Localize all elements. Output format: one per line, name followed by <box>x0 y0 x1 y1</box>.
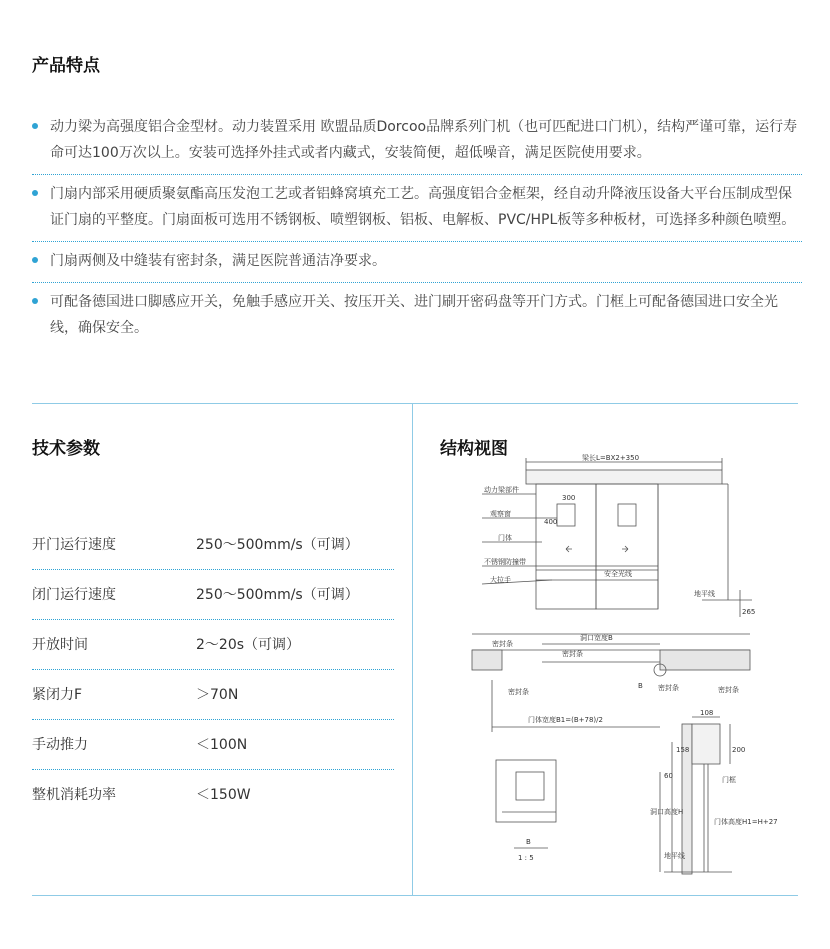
bullet-dot <box>32 298 38 304</box>
dim-60: 60 <box>664 772 673 780</box>
structure-drawing <box>432 452 802 882</box>
seal-strip-label: 密封条 <box>718 686 739 694</box>
param-value: ＞70N <box>196 687 239 703</box>
param-value: 2～20s（可调） <box>196 637 301 653</box>
param-value: ＜100N <box>196 737 248 753</box>
feature-item <box>32 108 802 175</box>
floor-line-label: 地平线 <box>664 852 685 860</box>
opening-width-label: 洞口宽度B <box>580 634 613 642</box>
section-divider-vertical <box>412 404 413 896</box>
detail-scale-label: 1 : 5 <box>518 854 534 862</box>
door-head-label: 门框 <box>722 776 736 784</box>
handle-label: 大拉手 <box>490 576 511 584</box>
seal-strip-label: 密封条 <box>658 684 679 692</box>
feature-item <box>32 242 802 283</box>
door-body-label: 门体 <box>498 534 512 542</box>
seal-strip-label: 密封条 <box>508 688 529 696</box>
window-label: 观察窗 <box>490 510 511 518</box>
param-row <box>32 670 394 720</box>
section-divider-top <box>32 403 798 404</box>
bullet-dot <box>32 190 38 196</box>
feature-text: 门扇内部采用硬质聚氨酯高压发泡工艺或者铝蜂窝填充工艺。高强度铝合金框架，经自动升降液压设备大平台压制成型保证门扇的平整度。门扇面板可选用不锈钢板、喷塑钢板、铝板、电解板、PVC/HPL板等多种板材，可选择多种颜色喷塑。 <box>50 186 796 228</box>
structure-diagram <box>432 452 802 882</box>
param-row <box>32 570 394 620</box>
param-row <box>32 620 394 670</box>
opening-height-label: 洞口高度H <box>650 808 684 816</box>
section-divider-bottom <box>32 895 798 896</box>
ss-guard-label: 不锈钢防撞带 <box>484 558 526 566</box>
param-row <box>32 770 394 819</box>
dim-200: 200 <box>732 746 746 754</box>
dim-158: 158 <box>676 746 690 754</box>
bullet-dot <box>32 123 38 129</box>
param-name: 开门运行速度 <box>32 537 116 553</box>
seal-strip-label: 密封条 <box>492 640 513 648</box>
param-name: 开放时间 <box>32 637 88 653</box>
bullet-dot <box>32 257 38 263</box>
dim-300: 300 <box>562 494 576 502</box>
param-name: 闭门运行速度 <box>32 587 116 603</box>
param-value: ＜150W <box>196 787 251 803</box>
feature-text: 可配备德国进口脚感应开关，免触手感应开关、按压开关、进门刷开密码盘等开门方式。门框上可配备德国进口安全光线，确保安全。 <box>50 294 778 336</box>
dim-265: 265 <box>742 608 756 616</box>
param-name: 紧闭力F <box>32 687 83 703</box>
feature-item <box>32 175 802 242</box>
features-title: 产品特点 <box>32 56 100 76</box>
dim-108: 108 <box>700 709 714 717</box>
param-name: 手动推力 <box>32 737 88 753</box>
seal-strip-label: 密封条 <box>562 650 583 658</box>
param-value: 250～500mm/s（可调） <box>196 587 359 603</box>
detail-b-label: B <box>526 838 531 846</box>
param-value: 250～500mm/s（可调） <box>196 537 359 553</box>
params-table <box>32 520 394 819</box>
features-list <box>32 108 802 349</box>
safety-beam-label: 安全光线 <box>604 570 632 578</box>
floor-line-label: 地平线 <box>694 590 715 598</box>
params-title: 技术参数 <box>32 439 100 459</box>
power-beam-label: 动力梁部件 <box>484 486 519 494</box>
door-width-label: 门体宽度B1=(B+78)/2 <box>528 716 603 724</box>
dim-400: 400 <box>544 518 558 526</box>
beam-length-label: 梁长L=BX2+350 <box>582 454 640 462</box>
param-row <box>32 720 394 770</box>
b-mark: B <box>638 682 643 690</box>
param-name: 整机消耗功率 <box>32 787 116 803</box>
structure-title: 结构视图 <box>440 439 508 459</box>
door-height-label: 门体高度H1=H+27 <box>714 818 778 826</box>
param-row <box>32 520 394 570</box>
feature-text: 门扇两侧及中缝装有密封条，满足医院普通洁净要求。 <box>50 253 386 269</box>
feature-text: 动力梁为高强度铝合金型材。动力装置采用 欧盟品质Dorcoo品牌系列门机（也可匹配进口门机），结构严谨可靠，运行寿命可达100万次以上。安装可选择外挂式或者内藏式，安装简便，超低噪音，满足医院使用要求。 <box>50 119 798 161</box>
feature-item <box>32 283 802 349</box>
